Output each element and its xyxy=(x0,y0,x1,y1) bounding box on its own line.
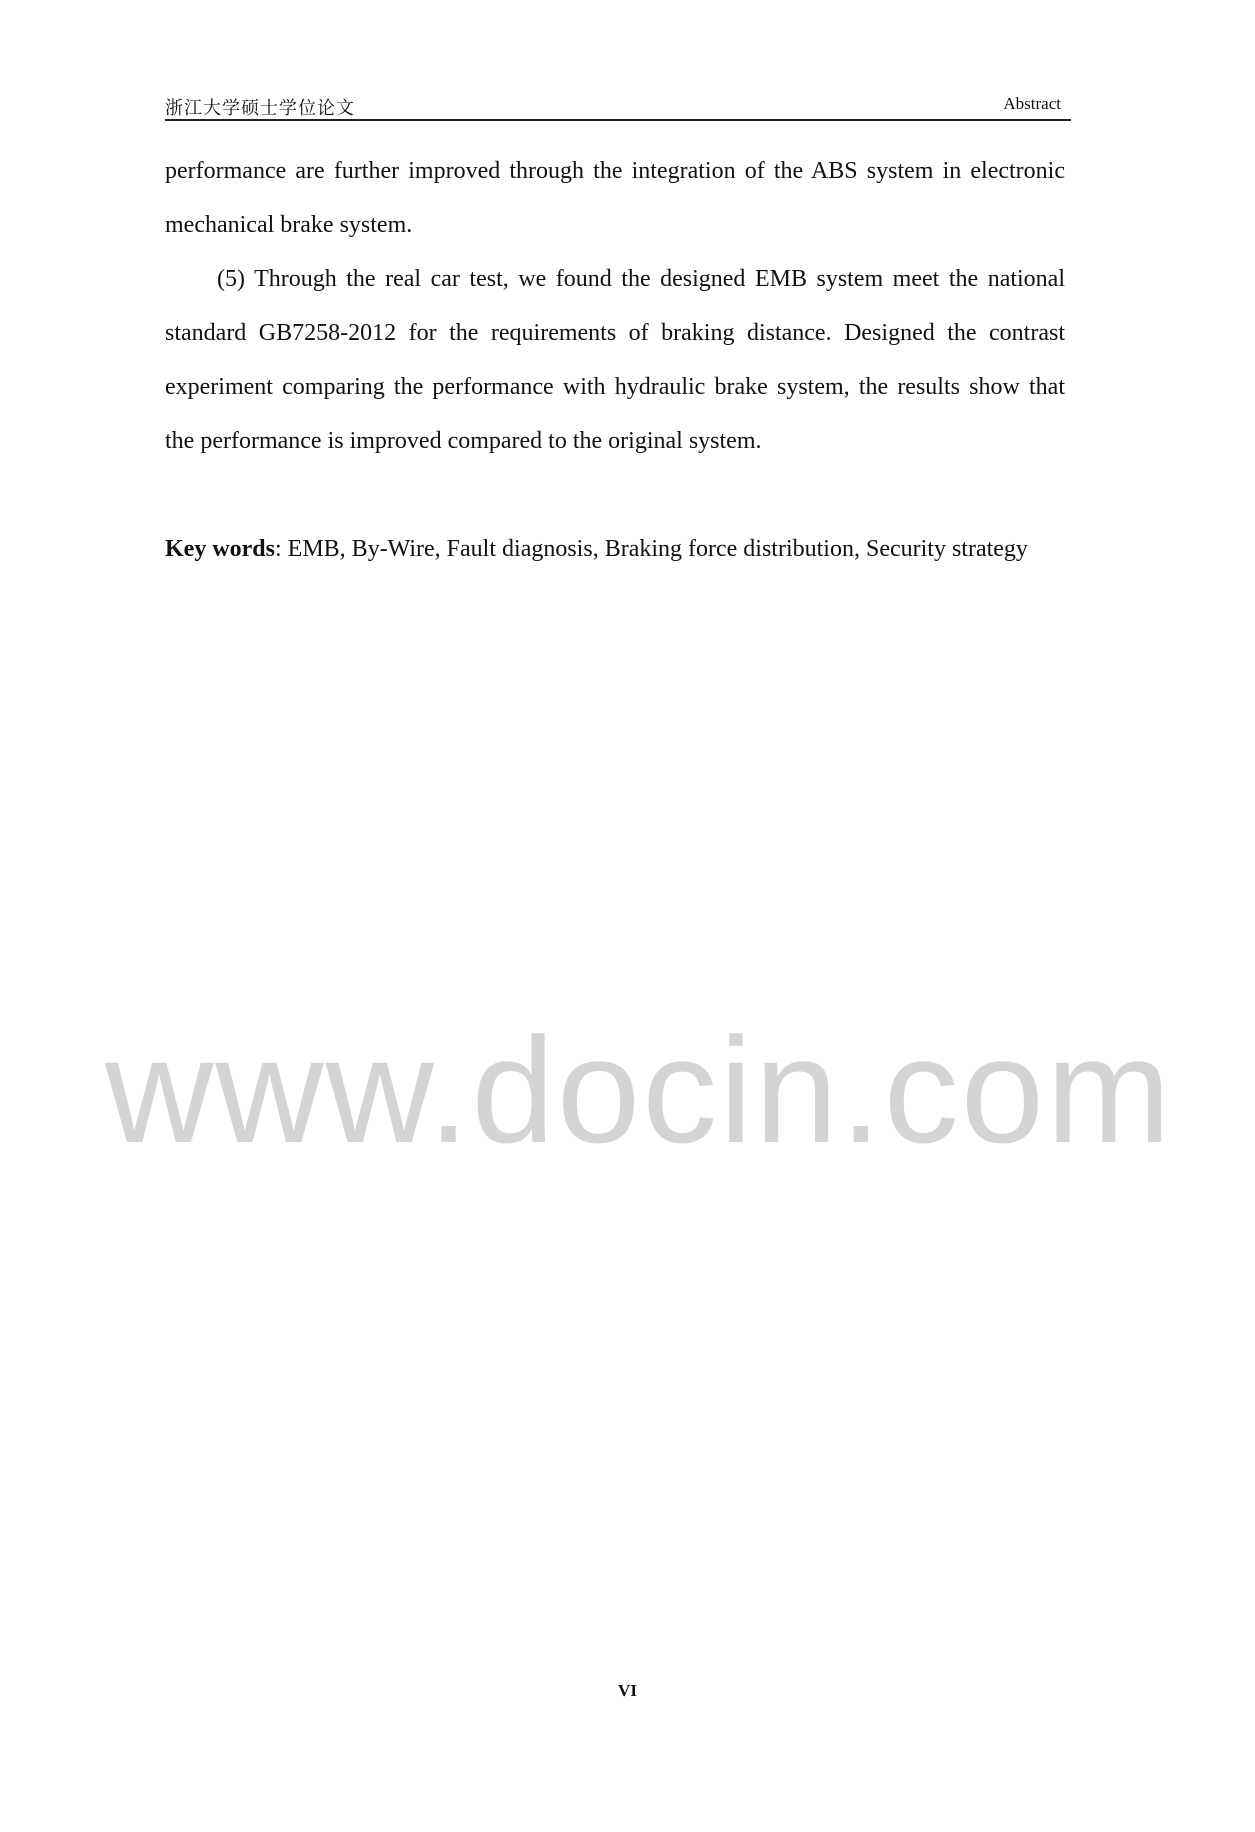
keywords-separator: : xyxy=(275,536,288,562)
page-number: VI xyxy=(618,1681,637,1700)
watermark-text: www.docin.com xyxy=(105,1006,1174,1174)
body-paragraph-1: performance are further improved through the integration of the ABS system in electronic mechanical brake system. xyxy=(165,158,1065,238)
running-header xyxy=(165,88,1071,122)
body-paragraph-2: (5) Through the real car test, we found the designed EMB system meet the national standard GB7258-2012 for the requirements of braking distance. Designed the contrast experiment comparing the performance with hydraulic brake system, the results show that the performance is improved compared to the original system. xyxy=(165,266,1065,454)
header-thesis-title: 浙江大学硕士学位论文 xyxy=(165,98,355,119)
header-section-title: Abstract xyxy=(1003,94,1061,113)
keywords-line xyxy=(165,520,1065,578)
keywords-text: EMB, By-Wire, Fault diagnosis, Braking force distribution, Security strategy xyxy=(287,536,1028,562)
header-divider xyxy=(165,119,1071,121)
keywords-label: Key words xyxy=(165,536,275,562)
